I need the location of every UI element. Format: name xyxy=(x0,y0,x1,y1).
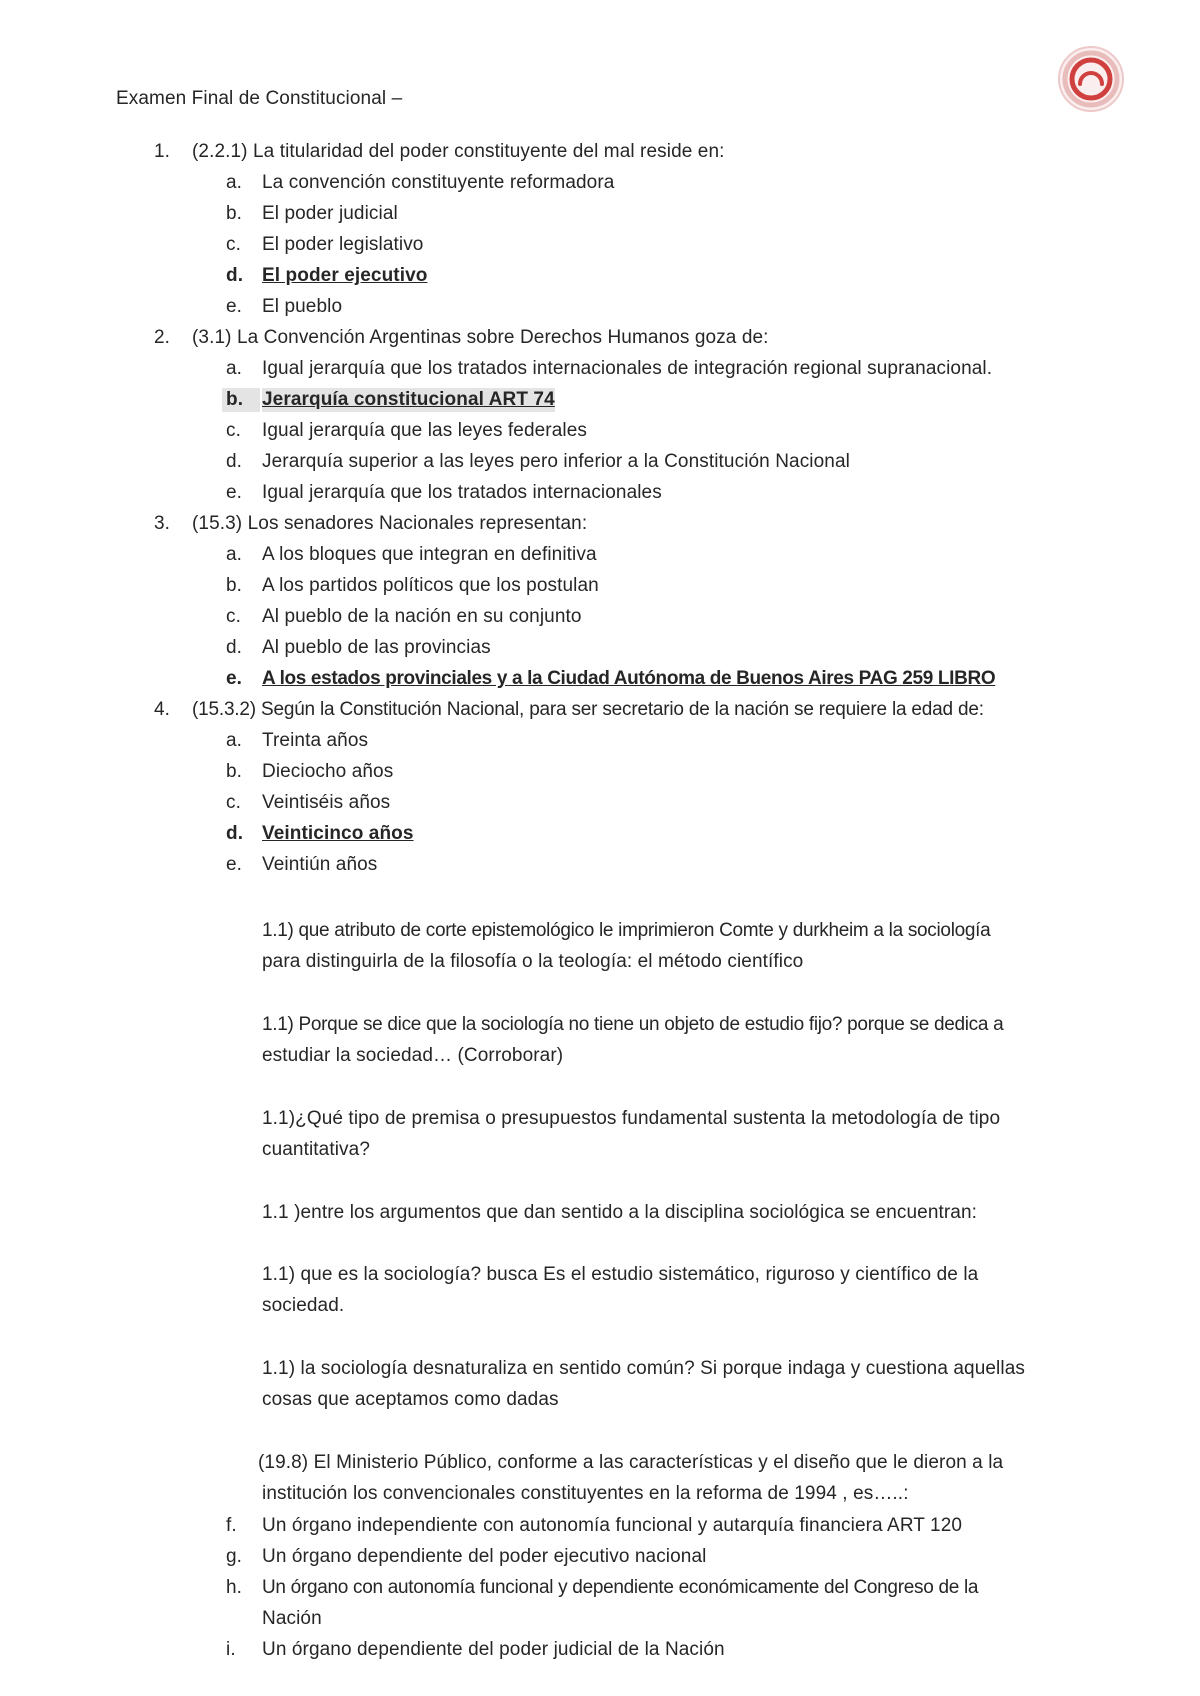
option-letter: i. xyxy=(226,1639,236,1660)
option-letter: h. xyxy=(226,1577,243,1598)
option-letter: c. xyxy=(226,234,241,255)
option-text: Veintiún años xyxy=(262,854,378,875)
option-text: Veinticinco años xyxy=(262,823,414,844)
question-line: institución los convencionales constituyentes en la reforma de 1994 , es…..: xyxy=(262,1483,909,1504)
option-text: El pueblo xyxy=(262,296,343,317)
question-ministerio-publico xyxy=(258,1447,1098,1509)
option-letter: a. xyxy=(226,544,243,565)
option-letter: b. xyxy=(226,575,243,596)
question-text: La Convención Argentinas sobre Derechos Humanos goza de: xyxy=(236,327,769,348)
option-letter: e. xyxy=(226,296,243,317)
question-text: Los senadores Nacionales representan: xyxy=(247,513,588,534)
question-number: 3. xyxy=(154,513,171,534)
document-title: Examen Final de Constitucional – xyxy=(116,88,403,109)
option-text: El poder ejecutivo xyxy=(262,265,428,286)
note-line: 1.1 )entre los argumentos que dan sentido a la disciplina sociológica se encuentran: xyxy=(262,1202,978,1223)
note-paragraph xyxy=(262,1353,1092,1415)
option-text: Jerarquía superior a las leyes pero inferior a la Constitución Nacional xyxy=(262,451,850,472)
option-text: Dieciocho años xyxy=(262,761,394,782)
option-letter: d. xyxy=(226,451,243,472)
question-number: 2. xyxy=(154,327,171,348)
question-line xyxy=(258,1447,1098,1478)
note-line: estudiar la sociedad… (Corroborar) xyxy=(262,1045,564,1066)
question-prefix: (19.8) xyxy=(258,1452,309,1473)
option-letter: c. xyxy=(226,420,241,441)
note-paragraph xyxy=(262,1259,1092,1321)
note-line: 1.1) la sociología desnaturaliza en sentido común? Si porque indaga y cuestiona aquellas xyxy=(262,1358,1025,1379)
option-text: La convención constituyente reformadora xyxy=(262,172,615,193)
option-text: Igual jerarquía que las leyes federales xyxy=(262,420,587,441)
option-letter: b. xyxy=(226,761,243,782)
option-letter: c. xyxy=(226,792,241,813)
option-letter: d. xyxy=(226,637,243,658)
option-letter: d. xyxy=(226,823,244,844)
option-letter: b. xyxy=(226,203,243,224)
question-prefix: (15.3) xyxy=(192,513,243,534)
option-text: Al pueblo de las provincias xyxy=(262,637,491,658)
question-number: 1. xyxy=(154,141,171,162)
question-text-wrap xyxy=(192,140,725,164)
note-paragraph xyxy=(262,1103,1092,1165)
option-text: Un órgano independiente con autonomía funcional y autarquía financiera ART 120 xyxy=(262,1515,963,1536)
question-text-wrap xyxy=(192,326,769,350)
option-text: A los partidos políticos que los postulan xyxy=(262,575,599,596)
note-line: 1.1) que es la sociología? busca Es el estudio sistemático, riguroso y científico de la xyxy=(262,1264,979,1285)
option-letter: a. xyxy=(226,730,243,751)
option-text: Un órgano dependiente del poder judicial de la Nación xyxy=(262,1639,725,1660)
option-text: El poder legislativo xyxy=(262,234,424,255)
logo-icon xyxy=(1056,44,1126,114)
option-letter: a. xyxy=(226,172,243,193)
option-letter: c. xyxy=(226,606,241,627)
note-line: 1.1) que atributo de corte epistemológico le imprimieron Comte y durkheim a la sociología xyxy=(262,920,991,941)
option-letter: a. xyxy=(226,358,243,379)
option-text: A los bloques que integran en definitiva xyxy=(262,544,597,565)
question-prefix: (3.1) xyxy=(192,327,232,348)
option-text: Un órgano con autonomía funcional y dependiente económicamente del Congreso de la xyxy=(262,1577,979,1598)
option-letter: f. xyxy=(226,1515,237,1536)
question-text-wrap xyxy=(192,698,984,722)
option-letter: b. xyxy=(222,388,260,412)
option-letter: e. xyxy=(226,668,243,689)
question-text: Según la Constitución Nacional, para ser secretario de la nación se requiere la edad de: xyxy=(260,699,984,720)
note-line: 1.1) Porque se dice que la sociología no tiene un objeto de estudio fijo? porque se dedica a xyxy=(262,1014,1004,1035)
option-text: Un órgano dependiente del poder ejecutivo nacional xyxy=(262,1546,707,1567)
option-text: A los estados provinciales y a la Ciudad Autónoma de Buenos Aires PAG 259 LIBRO xyxy=(262,668,996,689)
option-letter: e. xyxy=(226,854,243,875)
question-text: El Ministerio Público, conforme a las características y el diseño que le dieron a la xyxy=(313,1452,1004,1473)
option-text: Jerarquía constitucional ART 74 xyxy=(262,389,555,410)
note-line: cosas que aceptamos como dadas xyxy=(262,1389,559,1410)
question-prefix: (2.2.1) xyxy=(192,141,248,162)
note-line: 1.1)¿Qué tipo de premisa o presupuestos fundamental sustenta la metodología de tipo xyxy=(262,1108,1001,1129)
option-text: Treinta años xyxy=(262,730,369,751)
option-text: Igual jerarquía que los tratados internacionales xyxy=(262,482,662,503)
option-letter: e. xyxy=(226,482,243,503)
question-text: La titularidad del poder constituyente del mal reside en: xyxy=(253,141,725,162)
note-line: cuantitativa? xyxy=(262,1139,370,1160)
note-paragraph xyxy=(262,915,1092,977)
option-text: Veintiséis años xyxy=(262,792,391,813)
note-line: sociedad. xyxy=(262,1295,345,1316)
question-number: 4. xyxy=(154,699,171,720)
option-text: El poder judicial xyxy=(262,203,398,224)
note-line: para distinguirla de la filosofía o la teología: el método científico xyxy=(262,951,804,972)
note-paragraph xyxy=(262,1197,1092,1228)
option-letter: d. xyxy=(226,265,244,286)
option-text: Igual jerarquía que los tratados internacionales de integración regional supranacional. xyxy=(262,358,993,379)
question-prefix: (15.3.2) xyxy=(192,699,256,720)
option-text: Nación xyxy=(262,1608,322,1629)
option-letter: g. xyxy=(226,1546,243,1567)
question-text-wrap xyxy=(192,512,587,536)
option-text: Al pueblo de la nación en su conjunto xyxy=(262,606,582,627)
note-paragraph xyxy=(262,1009,1092,1071)
